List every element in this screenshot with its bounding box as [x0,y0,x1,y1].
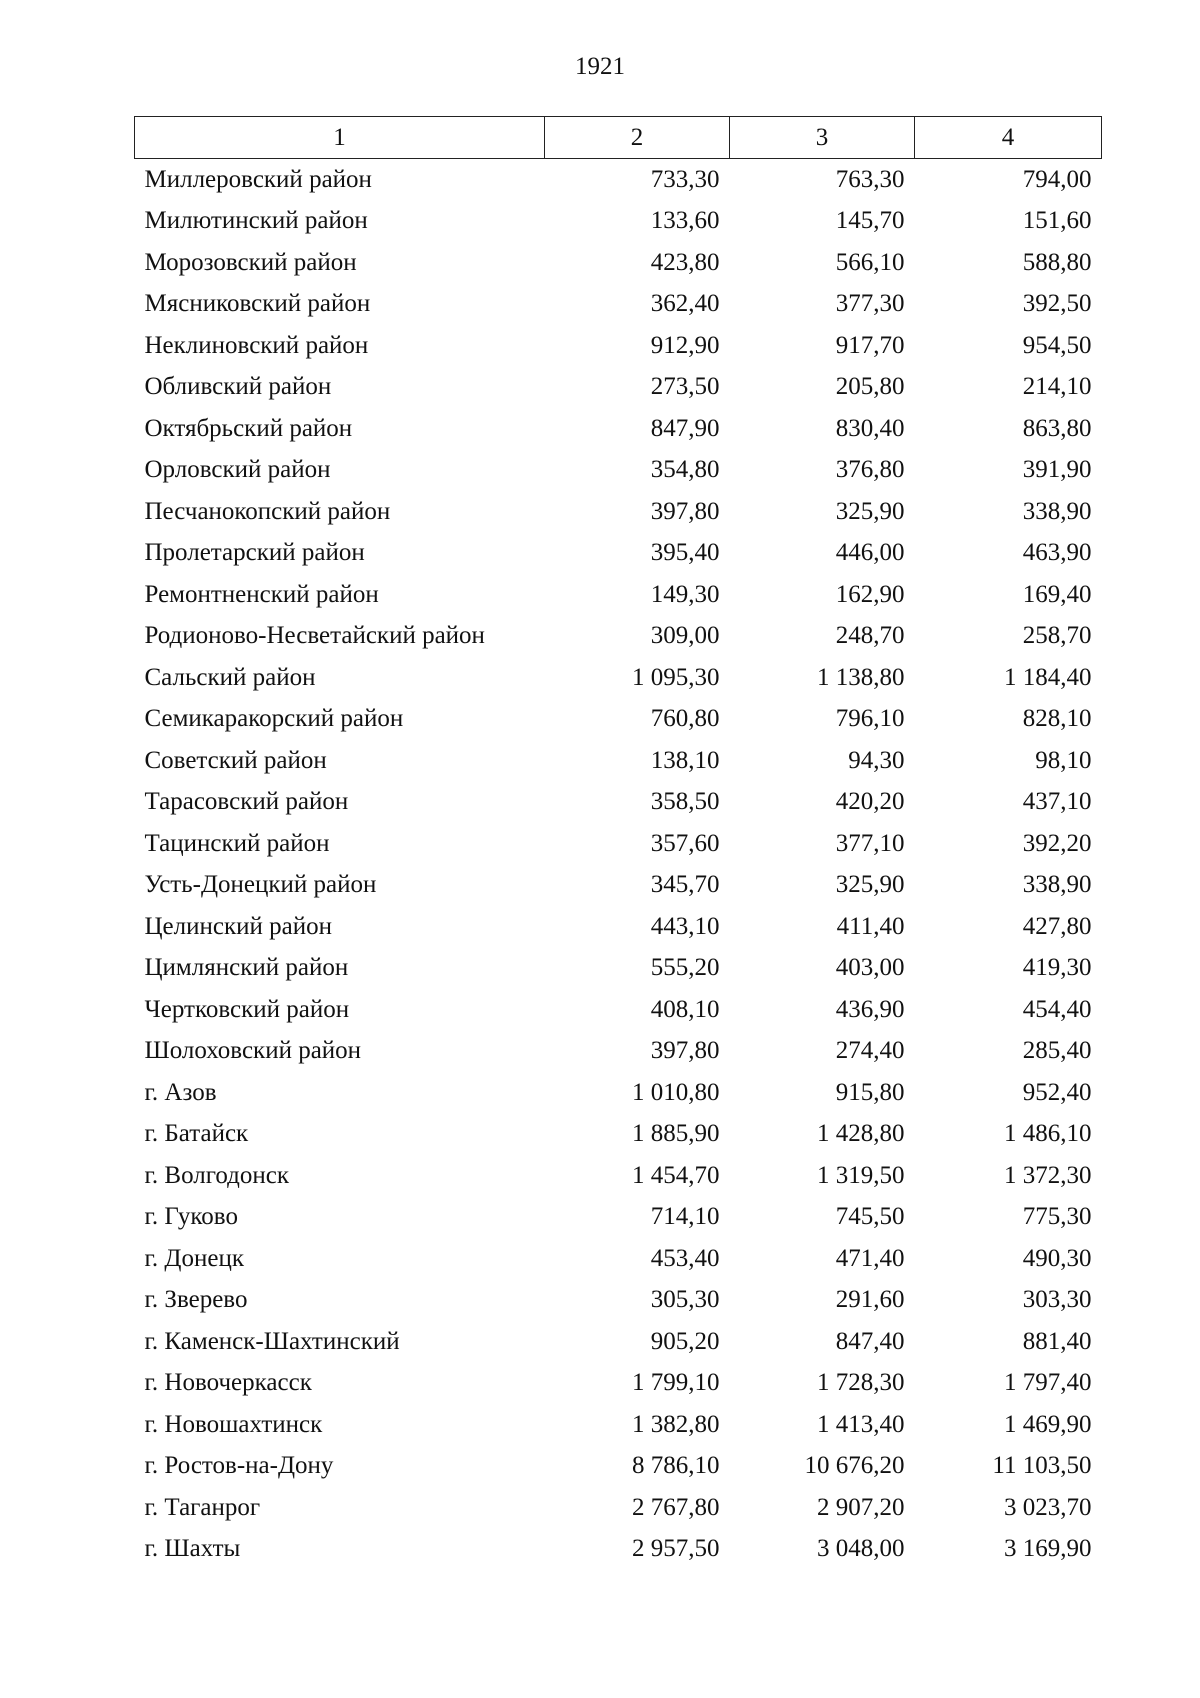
value-col-4: 775,30 [1022,1203,1092,1231]
value-col-4: 427,80 [1022,912,1092,940]
table-row [135,1197,1102,1239]
value-col-4: 258,70 [1022,622,1092,650]
row-name: Тарасовский район [144,788,349,816]
value-col-4: 454,40 [1022,995,1092,1023]
value-col-4: 828,10 [1022,705,1092,733]
value-col-3: 377,30 [835,290,905,318]
value-col-4: 1 797,40 [1004,1369,1092,1397]
value-col-4: 392,50 [1022,290,1092,318]
row-name: г. Шахты [144,1535,241,1563]
value-col-3: 1 728,30 [817,1369,905,1397]
table-row [135,1321,1102,1363]
table-header [135,117,1102,159]
value-col-2: 1 382,80 [632,1410,720,1438]
value-col-4: 285,40 [1022,1037,1092,1065]
value-col-3: 436,90 [835,995,905,1023]
value-col-3: 248,70 [835,622,905,650]
value-col-4: 954,50 [1022,331,1092,359]
value-col-3: 162,90 [835,580,905,608]
page-number: 1921 [575,53,625,80]
value-col-3: 274,40 [835,1037,905,1065]
row-name: Пролетарский район [144,539,365,567]
table-row [135,1404,1102,1446]
value-col-2: 397,80 [650,497,720,525]
table-row [135,1238,1102,1280]
value-col-3: 1 428,80 [817,1120,905,1148]
value-col-3: 796,10 [835,705,905,733]
value-col-4: 490,30 [1022,1244,1092,1272]
table-row [135,1072,1102,1114]
row-name: г. Волгодонск [144,1161,290,1189]
value-col-2: 714,10 [650,1203,720,1231]
value-col-2: 273,50 [650,373,720,401]
value-col-4: 881,40 [1022,1327,1092,1355]
value-col-2: 1 885,90 [632,1120,720,1148]
value-col-3: 830,40 [835,414,905,442]
value-col-2: 1 095,30 [632,663,720,691]
value-col-2: 1 799,10 [632,1369,720,1397]
value-col-4: 463,90 [1022,539,1092,567]
value-col-4: 1 184,40 [1004,663,1092,691]
table-row [135,699,1102,741]
table-row [135,823,1102,865]
value-col-4: 3 023,70 [1004,1493,1092,1521]
value-col-2: 847,90 [650,414,720,442]
value-col-3: 325,90 [835,871,905,899]
row-name: г. Таганрог [144,1493,261,1521]
table-row [135,989,1102,1031]
value-col-4: 392,20 [1022,829,1092,857]
table-row [135,201,1102,243]
value-col-3: 446,00 [835,539,905,567]
value-col-3: 376,80 [835,456,905,484]
value-col-4: 3 169,90 [1004,1535,1092,1563]
row-name: Орловский район [144,456,331,484]
row-name: Мясниковский район [144,290,371,318]
value-col-2: 138,10 [650,746,720,774]
table-row [135,159,1102,201]
table-row [135,657,1102,699]
row-name: г. Новочеркасск [144,1369,312,1397]
row-name: Ремонтненский район [144,580,379,608]
column-header-2: 2 [545,117,730,159]
value-col-4: 1 372,30 [1004,1161,1092,1189]
value-col-4: 98,10 [1035,746,1092,774]
value-col-3: 1 138,80 [817,663,905,691]
table-row [135,284,1102,326]
column-header-3: 3 [730,117,915,159]
value-col-2: 408,10 [650,995,720,1023]
row-name: Миллеровский район [144,165,372,193]
row-name: Шолоховский район [144,1037,362,1065]
row-name: Милютинский район [144,207,368,235]
value-col-3: 1 319,50 [817,1161,905,1189]
value-col-3: 420,20 [835,788,905,816]
value-col-4: 1 486,10 [1004,1120,1092,1148]
value-col-4: 151,60 [1022,207,1092,235]
table-row [135,450,1102,492]
value-col-2: 309,00 [650,622,720,650]
table-row [135,782,1102,824]
value-col-4: 863,80 [1022,414,1092,442]
table-row [135,574,1102,616]
value-col-4: 437,10 [1022,788,1092,816]
value-col-4: 952,40 [1022,1078,1092,1106]
value-col-4: 338,90 [1022,497,1092,525]
value-col-3: 205,80 [835,373,905,401]
table-row [135,325,1102,367]
value-col-3: 566,10 [835,248,905,276]
row-name: Целинский район [144,912,332,940]
value-col-2: 305,30 [650,1286,720,1314]
row-name: Усть-Донецкий район [144,871,377,899]
row-name: Неклиновский район [144,331,369,359]
value-col-4: 419,30 [1022,954,1092,982]
table-row [135,242,1102,284]
table-row [135,1280,1102,1322]
row-name: Советский район [144,746,327,774]
value-col-3: 915,80 [835,1078,905,1106]
value-col-2: 443,10 [650,912,720,940]
row-name: г. Азов [144,1078,217,1106]
value-col-3: 3 048,00 [817,1535,905,1563]
value-col-4: 391,90 [1022,456,1092,484]
value-col-4: 588,80 [1022,248,1092,276]
value-col-4: 303,30 [1022,1286,1092,1314]
row-name: Семикаракорский район [144,705,404,733]
value-col-2: 555,20 [650,954,720,982]
table-row [135,865,1102,907]
column-header-4: 4 [915,117,1102,159]
value-col-2: 362,40 [650,290,720,318]
row-name: Цимлянский район [144,954,349,982]
row-name: Чертковский район [144,995,350,1023]
table-row [135,1155,1102,1197]
value-col-2: 912,90 [650,331,720,359]
table-body [135,159,1102,1571]
value-col-2: 733,30 [650,165,720,193]
value-col-2: 8 786,10 [632,1452,720,1480]
value-col-3: 745,50 [835,1203,905,1231]
value-col-2: 397,80 [650,1037,720,1065]
value-col-2: 1 454,70 [632,1161,720,1189]
value-col-4: 169,40 [1022,580,1092,608]
table-row [135,491,1102,533]
value-col-3: 377,10 [835,829,905,857]
value-col-3: 763,30 [835,165,905,193]
value-col-2: 357,60 [650,829,720,857]
table-row [135,948,1102,990]
value-col-4: 794,00 [1022,165,1092,193]
value-col-2: 1 010,80 [632,1078,720,1106]
data-table [134,116,1102,1570]
row-name: Тацинский район [144,829,330,857]
table-row [135,408,1102,450]
table-row [135,740,1102,782]
value-col-2: 453,40 [650,1244,720,1272]
value-col-2: 149,30 [650,580,720,608]
table-row [135,616,1102,658]
row-name: Песчанокопский район [144,497,391,525]
row-name: г. Зверево [144,1286,248,1314]
value-col-2: 2 767,80 [632,1493,720,1521]
table-row [135,1446,1102,1488]
table-row [135,1363,1102,1405]
value-col-3: 94,30 [848,746,905,774]
value-col-3: 917,70 [835,331,905,359]
value-col-2: 905,20 [650,1327,720,1355]
value-col-3: 145,70 [835,207,905,235]
value-col-2: 395,40 [650,539,720,567]
value-col-4: 1 469,90 [1004,1410,1092,1438]
value-col-3: 471,40 [835,1244,905,1272]
row-name: Сальский район [144,663,316,691]
value-col-3: 1 413,40 [817,1410,905,1438]
value-col-2: 345,70 [650,871,720,899]
value-col-3: 291,60 [835,1286,905,1314]
value-col-2: 760,80 [650,705,720,733]
table-row [135,906,1102,948]
value-col-2: 358,50 [650,788,720,816]
value-col-3: 325,90 [835,497,905,525]
value-col-3: 847,40 [835,1327,905,1355]
value-col-3: 403,00 [835,954,905,982]
table-row [135,1114,1102,1156]
value-col-2: 423,80 [650,248,720,276]
table-row [135,533,1102,575]
value-col-2: 133,60 [650,207,720,235]
value-col-2: 2 957,50 [632,1535,720,1563]
value-col-4: 214,10 [1022,373,1092,401]
value-col-4: 11 103,50 [992,1452,1092,1480]
row-name: г. Батайск [144,1120,249,1148]
value-col-4: 338,90 [1022,871,1092,899]
header-row [135,117,1102,159]
table-row [135,1487,1102,1529]
value-col-3: 411,40 [836,912,905,940]
row-name: Октябрьский район [144,414,353,442]
value-col-2: 354,80 [650,456,720,484]
row-name: Морозовский район [144,248,357,276]
row-name: Родионово-Несветайский район [144,622,485,650]
table-row [135,1031,1102,1073]
value-col-3: 2 907,20 [817,1493,905,1521]
row-name: г. Ростов-на-Дону [144,1452,334,1480]
row-name: г. Донецк [144,1244,244,1272]
table-row [135,367,1102,409]
value-col-3: 10 676,20 [804,1452,905,1480]
row-name: г. Гуково [144,1203,238,1231]
row-name: Обливский район [144,373,332,401]
row-name: г. Новошахтинск [144,1410,323,1438]
table-row [135,1529,1102,1571]
row-name: г. Каменск-Шахтинский [144,1327,400,1355]
column-header-1: 1 [135,117,545,159]
